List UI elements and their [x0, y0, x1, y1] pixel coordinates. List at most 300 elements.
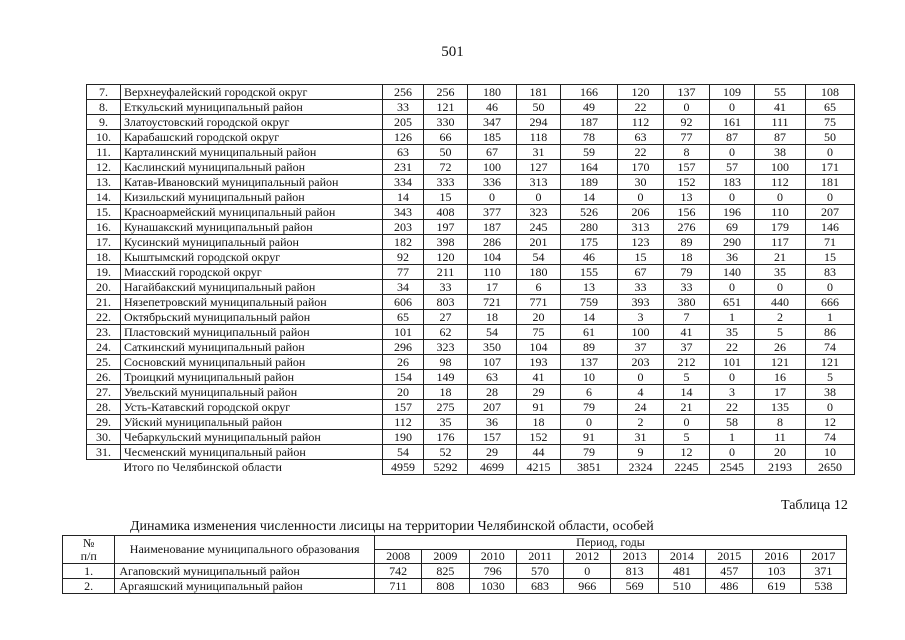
value-cell: 157 — [664, 160, 710, 175]
value-cell: 666 — [806, 295, 855, 310]
value-cell: 606 — [383, 295, 424, 310]
value-cell: 350 — [468, 340, 517, 355]
value-cell: 29 — [517, 385, 561, 400]
value-cell: 196 — [710, 205, 755, 220]
value-cell: 146 — [806, 220, 855, 235]
value-cell: 313 — [517, 175, 561, 190]
table-row — [87, 250, 855, 265]
row-number: 24. — [87, 340, 121, 355]
value-cell: 711 — [374, 579, 421, 594]
value-cell: 245 — [517, 220, 561, 235]
value-cell: 20 — [383, 385, 424, 400]
value-cell: 78 — [561, 130, 618, 145]
table-row — [87, 370, 855, 385]
value-cell: 440 — [755, 295, 806, 310]
value-cell: 91 — [517, 400, 561, 415]
value-cell: 50 — [517, 100, 561, 115]
value-cell: 118 — [517, 130, 561, 145]
value-cell: 966 — [564, 579, 611, 594]
value-cell: 8 — [755, 415, 806, 430]
table-row — [87, 160, 855, 175]
value-cell: 67 — [468, 145, 517, 160]
year-header: 2008 — [374, 550, 421, 564]
value-cell: 120 — [424, 250, 468, 265]
value-cell: 72 — [424, 160, 468, 175]
district-name: Сосновский муниципальный район — [121, 355, 383, 370]
table-row — [87, 295, 855, 310]
value-cell: 59 — [561, 145, 618, 160]
value-cell: 33 — [664, 280, 710, 295]
fox-count-table-continued — [86, 84, 855, 475]
value-cell: 35 — [755, 265, 806, 280]
value-cell: 570 — [516, 564, 563, 579]
value-cell: 286 — [468, 235, 517, 250]
value-cell: 17 — [468, 280, 517, 295]
value-cell: 398 — [424, 235, 468, 250]
value-cell: 0 — [806, 145, 855, 160]
row-number: 20. — [87, 280, 121, 295]
value-cell: 110 — [755, 205, 806, 220]
value-cell: 137 — [561, 355, 618, 370]
value-cell: 742 — [374, 564, 421, 579]
table-row — [87, 385, 855, 400]
value-cell: 164 — [561, 160, 618, 175]
row-number: 8. — [87, 100, 121, 115]
value-cell: 41 — [517, 370, 561, 385]
value-cell: 36 — [710, 250, 755, 265]
value-cell: 100 — [468, 160, 517, 175]
value-cell: 10 — [806, 445, 855, 460]
row-number: 17. — [87, 235, 121, 250]
value-cell: 62 — [424, 325, 468, 340]
value-cell: 50 — [806, 130, 855, 145]
value-cell: 111 — [755, 115, 806, 130]
value-cell: 35 — [424, 415, 468, 430]
value-cell: 79 — [561, 445, 618, 460]
value-cell: 651 — [710, 295, 755, 310]
value-cell: 206 — [618, 205, 664, 220]
district-name: Усть-Катавский городской округ — [121, 400, 383, 415]
value-cell: 180 — [517, 265, 561, 280]
value-cell: 21 — [755, 250, 806, 265]
value-cell: 1 — [710, 430, 755, 445]
value-cell: 193 — [517, 355, 561, 370]
value-cell: 408 — [424, 205, 468, 220]
value-cell: 180 — [468, 85, 517, 100]
value-cell: 813 — [611, 564, 658, 579]
value-cell: 33 — [383, 100, 424, 115]
value-cell: 18 — [424, 385, 468, 400]
row-number: 26. — [87, 370, 121, 385]
value-cell: 0 — [755, 280, 806, 295]
value-cell: 63 — [383, 145, 424, 160]
table-row — [87, 235, 855, 250]
row-number: 12. — [87, 160, 121, 175]
table-row — [87, 265, 855, 280]
district-name: Октябрьский муниципальный район — [121, 310, 383, 325]
value-cell: 74 — [806, 430, 855, 445]
value-cell: 14 — [561, 190, 618, 205]
table-row — [87, 310, 855, 325]
value-cell: 38 — [755, 145, 806, 160]
value-cell: 152 — [517, 430, 561, 445]
value-cell: 190 — [383, 430, 424, 445]
value-cell: 14 — [383, 190, 424, 205]
row-number: 7. — [87, 85, 121, 100]
district-name: Кусинский муниципальный район — [121, 235, 383, 250]
row-number: 30. — [87, 430, 121, 445]
value-cell: 110 — [468, 265, 517, 280]
value-cell: 92 — [664, 115, 710, 130]
district-name: Чебаркульский муниципальный район — [121, 430, 383, 445]
value-cell: 6 — [517, 280, 561, 295]
value-cell: 313 — [618, 220, 664, 235]
value-cell: 152 — [664, 175, 710, 190]
total-value: 4959 — [383, 460, 424, 475]
value-cell: 155 — [561, 265, 618, 280]
value-cell: 276 — [664, 220, 710, 235]
value-cell: 83 — [806, 265, 855, 280]
value-cell: 87 — [755, 130, 806, 145]
row-number: 13. — [87, 175, 121, 190]
value-cell: 0 — [664, 415, 710, 430]
value-cell: 79 — [664, 265, 710, 280]
table-row — [87, 115, 855, 130]
district-name: Агаповский муниципальный район — [115, 564, 375, 579]
value-cell: 12 — [664, 445, 710, 460]
total-spacer — [87, 460, 121, 475]
value-cell: 803 — [424, 295, 468, 310]
table-row — [87, 415, 855, 430]
value-cell: 149 — [424, 370, 468, 385]
value-cell: 49 — [561, 100, 618, 115]
value-cell: 31 — [517, 145, 561, 160]
value-cell: 112 — [755, 175, 806, 190]
value-cell: 17 — [755, 385, 806, 400]
value-cell: 35 — [710, 325, 755, 340]
district-name: Карабашский городской округ — [121, 130, 383, 145]
value-cell: 0 — [710, 190, 755, 205]
value-cell: 323 — [517, 205, 561, 220]
value-cell: 127 — [517, 160, 561, 175]
district-name: Аргаяшский муниципальный район — [115, 579, 375, 594]
value-cell: 203 — [618, 355, 664, 370]
value-cell: 0 — [564, 564, 611, 579]
value-cell: 166 — [561, 85, 618, 100]
value-cell: 526 — [561, 205, 618, 220]
value-cell: 393 — [618, 295, 664, 310]
table-row — [87, 175, 855, 190]
value-cell: 211 — [424, 265, 468, 280]
value-cell: 0 — [755, 190, 806, 205]
year-header: 2016 — [753, 550, 800, 564]
total-value: 2545 — [710, 460, 755, 475]
value-cell: 22 — [618, 145, 664, 160]
value-cell: 54 — [383, 445, 424, 460]
district-name: Катав-Ивановский муниципальный район — [121, 175, 383, 190]
value-cell: 179 — [755, 220, 806, 235]
value-cell: 13 — [664, 190, 710, 205]
value-cell: 121 — [755, 355, 806, 370]
value-cell: 50 — [424, 145, 468, 160]
table-title: Динамика изменения численности лисицы на территории Челябинской области, особей — [130, 519, 654, 534]
table-row — [87, 340, 855, 355]
value-cell: 16 — [755, 370, 806, 385]
year-header: 2014 — [658, 550, 705, 564]
row-number: 25. — [87, 355, 121, 370]
value-cell: 120 — [618, 85, 664, 100]
row-number: 9. — [87, 115, 121, 130]
value-cell: 759 — [561, 295, 618, 310]
value-cell: 0 — [806, 400, 855, 415]
value-cell: 330 — [424, 115, 468, 130]
header-period: Период, годы — [374, 536, 846, 550]
value-cell: 0 — [806, 190, 855, 205]
table-row — [87, 430, 855, 445]
value-cell: 54 — [468, 325, 517, 340]
total-value: 2245 — [664, 460, 710, 475]
value-cell: 0 — [517, 190, 561, 205]
district-name: Уйский муниципальный район — [121, 415, 383, 430]
value-cell: 33 — [424, 280, 468, 295]
value-cell: 0 — [710, 445, 755, 460]
value-cell: 13 — [561, 280, 618, 295]
value-cell: 11 — [755, 430, 806, 445]
row-number: 19. — [87, 265, 121, 280]
value-cell: 207 — [806, 205, 855, 220]
value-cell: 182 — [383, 235, 424, 250]
value-cell: 30 — [618, 175, 664, 190]
value-cell: 5 — [755, 325, 806, 340]
value-cell: 336 — [468, 175, 517, 190]
value-cell: 20 — [755, 445, 806, 460]
value-cell: 0 — [806, 280, 855, 295]
row-number: 28. — [87, 400, 121, 415]
value-cell: 176 — [424, 430, 468, 445]
value-cell: 46 — [468, 100, 517, 115]
table-row — [87, 190, 855, 205]
district-name: Еткульский муниципальный район — [121, 100, 383, 115]
table-row — [87, 445, 855, 460]
value-cell: 1030 — [469, 579, 516, 594]
value-cell: 89 — [664, 235, 710, 250]
value-cell: 121 — [424, 100, 468, 115]
district-name: Карталинский муниципальный район — [121, 145, 383, 160]
row-number: 16. — [87, 220, 121, 235]
value-cell: 683 — [516, 579, 563, 594]
value-cell: 5 — [664, 370, 710, 385]
table-row — [63, 579, 847, 594]
value-cell: 156 — [664, 205, 710, 220]
value-cell: 8 — [664, 145, 710, 160]
total-value: 4699 — [468, 460, 517, 475]
value-cell: 157 — [468, 430, 517, 445]
table-row — [87, 85, 855, 100]
value-cell: 212 — [664, 355, 710, 370]
value-cell: 0 — [710, 145, 755, 160]
value-cell: 280 — [561, 220, 618, 235]
value-cell: 457 — [706, 564, 753, 579]
value-cell: 296 — [383, 340, 424, 355]
row-number: 31. — [87, 445, 121, 460]
district-name: Красноармейский муниципальный район — [121, 205, 383, 220]
value-cell: 2 — [755, 310, 806, 325]
value-cell: 333 — [424, 175, 468, 190]
total-row — [87, 460, 855, 475]
value-cell: 104 — [468, 250, 517, 265]
value-cell: 2 — [618, 415, 664, 430]
row-number: 21. — [87, 295, 121, 310]
value-cell: 126 — [383, 130, 424, 145]
table-row — [63, 564, 847, 579]
total-value: 2324 — [618, 460, 664, 475]
value-cell: 187 — [561, 115, 618, 130]
total-label: Итого по Челябинской области — [123, 460, 282, 475]
value-cell: 377 — [468, 205, 517, 220]
page-number: 501 — [441, 44, 464, 60]
value-cell: 0 — [561, 415, 618, 430]
value-cell: 86 — [806, 325, 855, 340]
value-cell: 14 — [664, 385, 710, 400]
value-cell: 27 — [424, 310, 468, 325]
row-number: 27. — [87, 385, 121, 400]
value-cell: 24 — [618, 400, 664, 415]
value-cell: 140 — [710, 265, 755, 280]
value-cell: 87 — [710, 130, 755, 145]
total-value: 2650 — [806, 460, 855, 475]
total-value: 4215 — [517, 460, 561, 475]
value-cell: 34 — [383, 280, 424, 295]
value-cell: 294 — [517, 115, 561, 130]
district-name: Чесменский муниципальный район — [121, 445, 383, 460]
total-value: 3851 — [561, 460, 618, 475]
value-cell: 36 — [468, 415, 517, 430]
value-cell: 37 — [618, 340, 664, 355]
value-cell: 77 — [664, 130, 710, 145]
value-cell: 77 — [383, 265, 424, 280]
value-cell: 63 — [618, 130, 664, 145]
value-cell: 203 — [383, 220, 424, 235]
value-cell: 0 — [664, 100, 710, 115]
value-cell: 796 — [469, 564, 516, 579]
table-row — [87, 280, 855, 295]
value-cell: 137 — [664, 85, 710, 100]
value-cell: 5 — [806, 370, 855, 385]
value-cell: 69 — [710, 220, 755, 235]
value-cell: 22 — [710, 340, 755, 355]
value-cell: 31 — [618, 430, 664, 445]
value-cell: 157 — [383, 400, 424, 415]
value-cell: 104 — [517, 340, 561, 355]
value-cell: 22 — [618, 100, 664, 115]
value-cell: 9 — [618, 445, 664, 460]
value-cell: 46 — [561, 250, 618, 265]
district-name: Верхнеуфалейский городской округ — [121, 85, 383, 100]
row-number: 10. — [87, 130, 121, 145]
table-row — [87, 145, 855, 160]
value-cell: 3 — [710, 385, 755, 400]
value-cell: 481 — [658, 564, 705, 579]
value-cell: 343 — [383, 205, 424, 220]
row-number: 23. — [87, 325, 121, 340]
value-cell: 109 — [710, 85, 755, 100]
value-cell: 569 — [611, 579, 658, 594]
value-cell: 205 — [383, 115, 424, 130]
value-cell: 123 — [618, 235, 664, 250]
value-cell: 207 — [468, 400, 517, 415]
value-cell: 0 — [618, 190, 664, 205]
value-cell: 29 — [468, 445, 517, 460]
district-name: Кыштымский городской округ — [121, 250, 383, 265]
district-name: Кунашакский муниципальный район — [121, 220, 383, 235]
value-cell: 486 — [706, 579, 753, 594]
value-cell: 37 — [664, 340, 710, 355]
value-cell: 15 — [618, 250, 664, 265]
value-cell: 79 — [561, 400, 618, 415]
value-cell: 0 — [710, 100, 755, 115]
value-cell: 20 — [517, 310, 561, 325]
value-cell: 57 — [710, 160, 755, 175]
value-cell: 371 — [800, 564, 846, 579]
value-cell: 154 — [383, 370, 424, 385]
value-cell: 323 — [424, 340, 468, 355]
row-number: 14. — [87, 190, 121, 205]
value-cell: 44 — [517, 445, 561, 460]
value-cell: 334 — [383, 175, 424, 190]
value-cell: 181 — [517, 85, 561, 100]
value-cell: 0 — [468, 190, 517, 205]
district-name: Златоустовский городской округ — [121, 115, 383, 130]
value-cell: 100 — [755, 160, 806, 175]
year-header: 2009 — [422, 550, 469, 564]
value-cell: 108 — [806, 85, 855, 100]
table-label: Таблица 12 — [781, 498, 848, 513]
table-row — [87, 130, 855, 145]
value-cell: 61 — [561, 325, 618, 340]
value-cell: 771 — [517, 295, 561, 310]
value-cell: 825 — [422, 564, 469, 579]
value-cell: 12 — [806, 415, 855, 430]
value-cell: 0 — [710, 370, 755, 385]
value-cell: 290 — [710, 235, 755, 250]
row-number: 2. — [63, 579, 115, 594]
value-cell: 98 — [424, 355, 468, 370]
row-number: 15. — [87, 205, 121, 220]
header-num: № п/п — [63, 536, 115, 564]
value-cell: 41 — [755, 100, 806, 115]
value-cell: 6 — [561, 385, 618, 400]
value-cell: 41 — [664, 325, 710, 340]
value-cell: 33 — [618, 280, 664, 295]
district-name: Пластовский муниципальный район — [121, 325, 383, 340]
district-name: Нязепетровский муниципальный район — [121, 295, 383, 310]
value-cell: 65 — [383, 310, 424, 325]
value-cell: 107 — [468, 355, 517, 370]
value-cell: 18 — [468, 310, 517, 325]
value-cell: 347 — [468, 115, 517, 130]
value-cell: 18 — [664, 250, 710, 265]
value-cell: 75 — [517, 325, 561, 340]
row-number: 11. — [87, 145, 121, 160]
table-row — [87, 325, 855, 340]
district-name: Миасский городской округ — [121, 265, 383, 280]
value-cell: 619 — [753, 579, 800, 594]
value-cell: 4 — [618, 385, 664, 400]
value-cell: 3 — [618, 310, 664, 325]
district-name: Кизильский муниципальный район — [121, 190, 383, 205]
value-cell: 121 — [806, 355, 855, 370]
table-row — [87, 205, 855, 220]
